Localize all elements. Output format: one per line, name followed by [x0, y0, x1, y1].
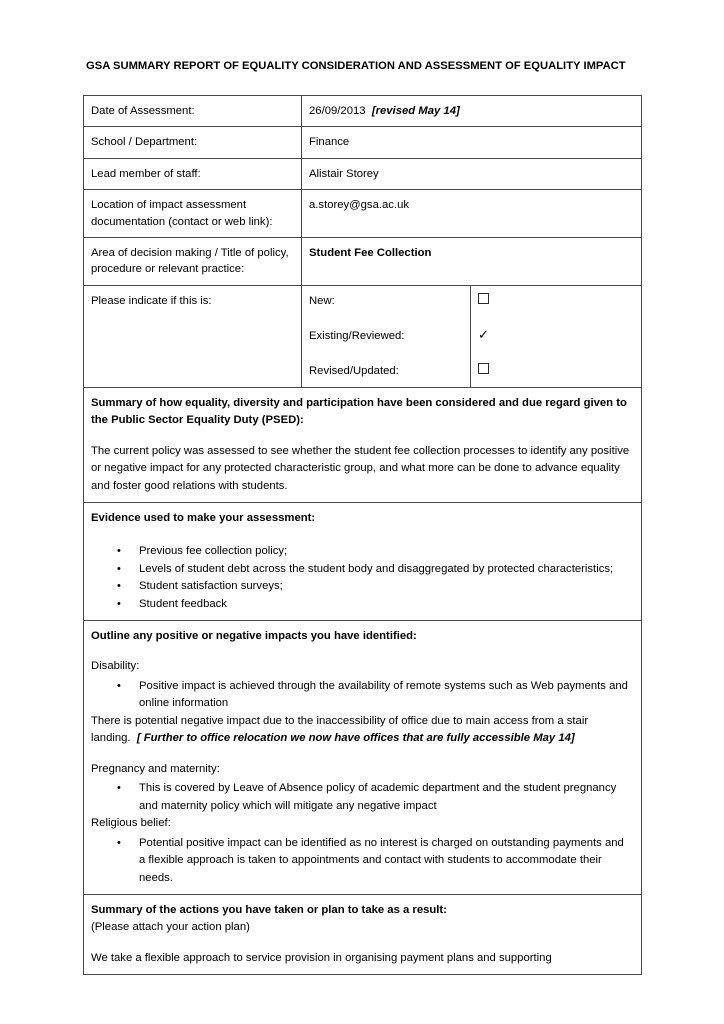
- list-item: • Student satisfaction surveys;: [139, 578, 633, 596]
- impacts-pregnancy-label: Pregnancy and maternity:: [91, 762, 220, 775]
- list-item: • Previous fee collection policy;: [139, 543, 633, 561]
- list-item: • Student feedback: [139, 596, 633, 614]
- table-row-actions: [84, 895, 642, 975]
- date-revision-note: [revised May 14]: [371, 105, 460, 117]
- checkbox-existing-reviewed-wrap[interactable]: [478, 328, 633, 344]
- section-actions-heading: Summary of the actions you have taken or plan to take as a result:: [91, 904, 447, 916]
- section-psed: [84, 387, 642, 502]
- label-please-indicate: Please indicate if this is:: [84, 285, 302, 387]
- impacts-disability-flow: [91, 713, 633, 748]
- pregnancy-bullet-list: [91, 780, 633, 815]
- indicate-options-labels: [302, 285, 471, 387]
- option-label-existing-reviewed: Existing/Reviewed:: [309, 330, 405, 342]
- equality-assessment-table: [83, 95, 642, 975]
- table-row-indicate: [84, 285, 642, 387]
- indicate-options-checkboxes: [471, 285, 642, 387]
- label-location-documentation: Location of impact assessment documentation (contact or web link):: [84, 190, 302, 238]
- section-evidence: [84, 503, 642, 621]
- date-value: 26/09/2013: [309, 105, 366, 117]
- label-area-of-decision: Area of decision making / Title of policy, procedure or relevant practice:: [84, 237, 302, 285]
- disability-flow-text: There is potential negative impact due to the inaccessibility of office due to main access from a stair landing.: [91, 714, 589, 744]
- list-item: • Positive impact is achieved through the availability of remote systems such as Web payments and online information: [139, 678, 633, 713]
- section-impacts-heading: Outline any positive or negative impacts you have identified:: [91, 630, 417, 643]
- religion-bullet-list: [91, 835, 633, 888]
- checkmark-icon-existing-reviewed[interactable]: ✓: [478, 327, 489, 342]
- section-evidence-heading: Evidence used to make your assessment:: [91, 512, 316, 525]
- table-row-evidence: [84, 503, 642, 621]
- checkbox-new-wrap[interactable]: [478, 293, 633, 309]
- section-psed-body: The current policy was assessed to see whether the student fee collection processes to identify any positive or negative impact for any protected characteristic group, and what more can be done to advance equality and foster good relations with students.: [91, 444, 630, 492]
- table-row-lead: [84, 158, 642, 189]
- table-row-psed: [84, 387, 642, 502]
- table-row-impacts: [84, 621, 642, 895]
- label-lead-member: Lead member of staff:: [84, 158, 302, 189]
- table-row-location: [84, 190, 642, 238]
- checkbox-revised-updated-wrap[interactable]: [478, 363, 633, 379]
- value-area-of-decision: Student Fee Collection: [302, 237, 642, 285]
- list-item: • This is covered by Leave of Absence policy of academic department and the student pregnancy and maternity policy which will mitigate any negative impact: [139, 780, 633, 815]
- table-row-school: [84, 127, 642, 158]
- section-actions-subheading: (Please attach your action plan): [91, 920, 250, 933]
- checkbox-new[interactable]: [478, 293, 489, 304]
- value-location-documentation: a.storey@gsa.ac.uk: [302, 190, 642, 238]
- table-row-date: [84, 96, 642, 127]
- option-label-new: New:: [309, 294, 335, 307]
- impacts-disability-label: Disability:: [91, 660, 140, 672]
- evidence-bullet-list: [91, 543, 633, 613]
- list-item: • Potential positive impact can be identified as no interest is charged on outstanding payments and a flexible approach is taken to appointments and contact with students to accommodate their needs.: [139, 835, 633, 888]
- disability-flow-revision-note: [ Further to office relocation we now have offices that are fully accessible May 14]: [136, 732, 575, 744]
- label-date-of-assessment: Date of Assessment:: [84, 96, 302, 127]
- disability-bullet-list: [91, 678, 633, 713]
- page-title: GSA SUMMARY REPORT OF EQUALITY CONSIDERATION AND ASSESSMENT OF EQUALITY IMPACT: [86, 60, 626, 72]
- option-label-revised-updated: Revised/Updated:: [309, 365, 399, 378]
- table-row-area: [84, 237, 642, 285]
- impacts-religion-label: Religious belief:: [91, 817, 171, 829]
- label-school-department: School / Department:: [84, 127, 302, 158]
- section-impacts: [84, 621, 642, 895]
- value-date-of-assessment: [302, 96, 642, 127]
- section-actions-body: We take a flexible approach to service provision in organising payment plans and supporting: [91, 951, 552, 964]
- section-actions: [84, 895, 642, 975]
- value-lead-member: Alistair Storey: [302, 158, 642, 189]
- value-school-department: Finance: [302, 127, 642, 158]
- section-psed-heading: Summary of how equality, diversity and participation have been considered and due regard given to the Public Sector Equality Duty (PSED):: [91, 396, 627, 426]
- list-item: • Levels of student debt across the student body and disaggregated by protected characteristics;: [139, 561, 633, 579]
- checkbox-revised-updated[interactable]: [478, 363, 489, 374]
